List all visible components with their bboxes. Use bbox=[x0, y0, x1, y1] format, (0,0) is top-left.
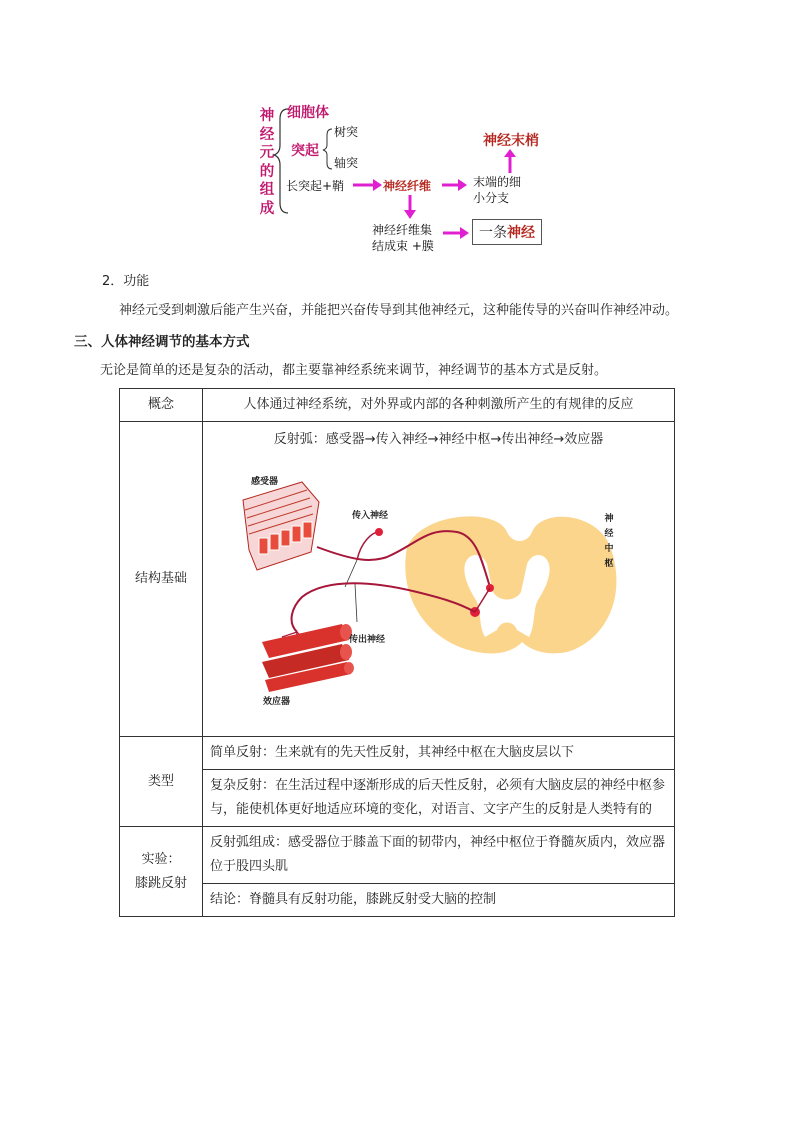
section-2-text: 神经元受到刺激后能产生兴奋，并能把兴奋传导到其他神经元，这种能传导的兴奋叫作神经冲动。 bbox=[119, 303, 679, 318]
reflex-arc-text: 反射弧：感受器→传入神经→神经中枢→传出神经→效应器 bbox=[273, 432, 604, 447]
fig-effector-label: 效应器 bbox=[263, 697, 291, 707]
experiment-label-line2: 膝跳反射 bbox=[134, 875, 187, 891]
title-char: 的 bbox=[259, 163, 275, 180]
bundle-line2: 结成束 +膜 bbox=[372, 239, 434, 253]
title-char: 经 bbox=[259, 126, 275, 143]
experiment-label bbox=[120, 827, 203, 917]
fig-receptor-label: 感受器 bbox=[251, 477, 279, 487]
center-char: 中 bbox=[604, 544, 614, 554]
title-char: 组 bbox=[259, 182, 275, 198]
table-row bbox=[120, 422, 675, 737]
fig-center-label bbox=[603, 512, 615, 572]
center-char: 神 bbox=[604, 514, 614, 524]
reflex-table bbox=[119, 388, 675, 917]
type-label: 类型 bbox=[120, 737, 203, 827]
structure-label: 结构基础 bbox=[120, 422, 203, 737]
terminal-branch-line1: 末端的细 bbox=[473, 175, 522, 189]
one-nerve-prefix: 一条 bbox=[479, 225, 507, 241]
process-label: 突起 bbox=[291, 143, 319, 159]
section-2-number: 2．功能 bbox=[102, 274, 150, 289]
table-row bbox=[120, 737, 675, 770]
receptor-tissue bbox=[243, 482, 319, 570]
terminal-branch-line2: 小分支 bbox=[473, 191, 510, 205]
neuron-composition-diagram bbox=[240, 95, 560, 255]
nerve-fiber-label: 神经纤维 bbox=[383, 179, 432, 193]
title-char: 神 bbox=[259, 108, 275, 124]
section-3-intro: 无论是简单的还是复杂的活动，都主要靠神经系统来调节，神经调节的基本方式是反射。 bbox=[100, 363, 608, 378]
experiment-label-line1: 实验： bbox=[141, 851, 181, 867]
simple-reflex-text: 简单反射：生来就有的先天性反射，其神经中枢在大脑皮层以下 bbox=[203, 737, 675, 770]
cell-body-label: 细胞体 bbox=[287, 105, 329, 121]
title-char: 元 bbox=[259, 145, 275, 161]
concept-label: 概念 bbox=[120, 389, 203, 422]
table-row bbox=[120, 389, 675, 422]
table-row bbox=[120, 827, 675, 884]
experiment-conclusion-text: 结论：脊髓具有反射功能，膝跳反射受大脑的控制 bbox=[203, 884, 675, 917]
fig-efferent-label: 传出神经 bbox=[349, 635, 386, 645]
center-char: 经 bbox=[604, 529, 614, 539]
one-nerve-box bbox=[472, 219, 542, 245]
fig-afferent-label: 传入神经 bbox=[352, 511, 389, 521]
title-char: 成 bbox=[259, 200, 275, 217]
axon-label: 轴突 bbox=[334, 156, 359, 170]
effector-muscle bbox=[262, 624, 354, 692]
complex-reflex-text: 复杂反射：在生活过程中逐渐形成的后天性反射，必须有大脑皮层的神经中枢参与，能使机体更好地适应环境的变化，对语言、文字产生的反射是人类特有的 bbox=[203, 770, 675, 827]
spinal-cord bbox=[405, 516, 616, 653]
nerve-ending-label: 神经末梢 bbox=[483, 133, 539, 149]
reflex-arc-figure bbox=[207, 452, 670, 732]
long-process-label: 长突起+鞘 bbox=[286, 179, 345, 193]
bundle-line1: 神经纤维集 bbox=[372, 223, 433, 237]
section-3-heading: 三、人体神经调节的基本方式 bbox=[74, 334, 250, 350]
one-nerve-suffix: 神经 bbox=[507, 225, 535, 241]
dendrite-label: 树突 bbox=[334, 125, 359, 139]
concept-text: 人体通过神经系统，对外界或内部的各种刺激所产生的有规律的反应 bbox=[203, 389, 675, 422]
center-char: 枢 bbox=[604, 559, 614, 569]
table-row bbox=[120, 884, 675, 917]
experiment-arc-text: 反射弧组成：感受器位于膝盖下面的韧带内，神经中枢位于脊髓灰质内，效应器位于股四头肌 bbox=[203, 827, 675, 884]
table-row bbox=[120, 770, 675, 827]
